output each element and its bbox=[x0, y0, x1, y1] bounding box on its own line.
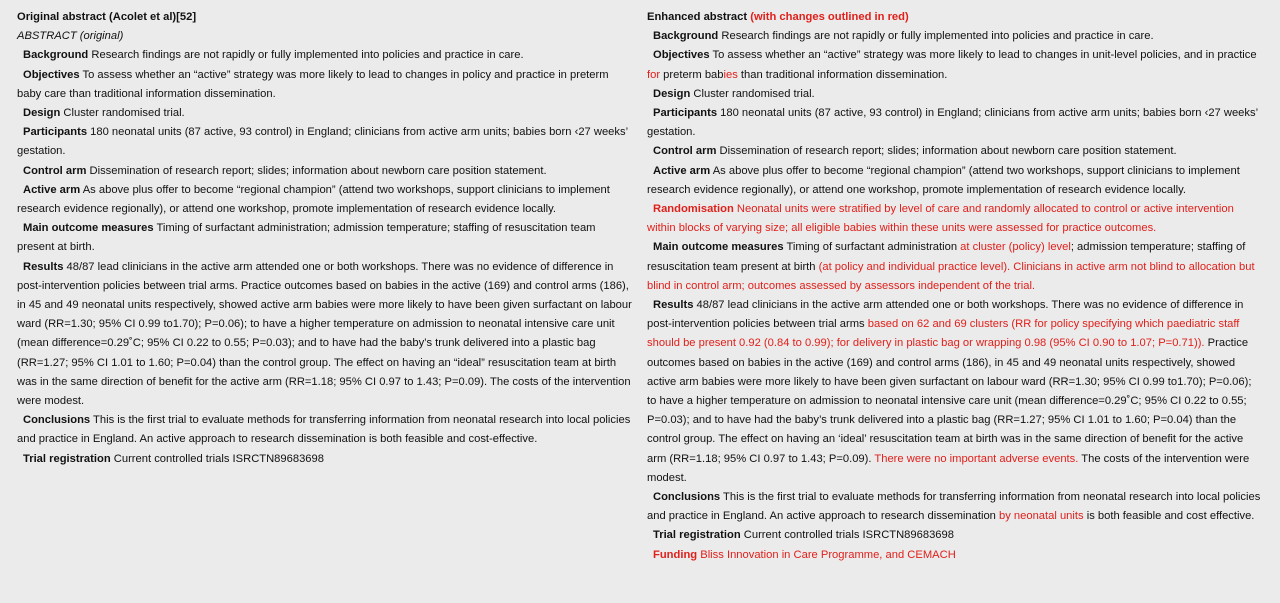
section-background bbox=[17, 46, 635, 65]
section-text: 48/87 lead clinicians in the active arm attended one or both workshops. There was no evidence of difference in post-intervention policies between trial arms. Practice outcomes based on babies in the active (169) and control arms (186), in 45 and 49 neonatal units respectively, showed active arm babies were more likely to have been given surfactant on labour ward (RR=1.30; 95% CI 0.99 to1.70); P=0.06); to have a higher temperature on admission to neonatal intensive care unit (mean difference=0.29˚C; 95% CI 0.22 to 0.55; P=0.03); and to have had the baby’s trunk delivered into a plastic bag (RR=1.27; 95% CI 1.01 to 1.60; P=0.04) than the control group. The effect on having an “ideal” resuscitation team at birth was in the same direction of benefit for the active arm (RR=1.18; 95% CI 0.97 to 1.43; P=0.09). The costs of the intervention were modest. bbox=[17, 260, 632, 408]
section-text: The costs of the intervention were modest. bbox=[647, 452, 1250, 484]
section-heading: Trial registration bbox=[23, 452, 111, 465]
section-heading: Main outcome measures bbox=[23, 222, 154, 235]
original-abstract-subtitle: ABSTRACT (original) bbox=[17, 30, 124, 43]
section-text: Current controlled trials ISRCTN89683698 bbox=[740, 529, 954, 542]
changed-text: (at policy and individual practice level). Clinicians in active arm not blind to allocation but blind in control arm; outcomes assessed by assessors independent of the trial. bbox=[647, 260, 1255, 292]
enhanced-abstract bbox=[647, 8, 1263, 565]
section-text: is both feasible and cost effective. bbox=[1083, 510, 1255, 523]
section-text: To assess whether an “active” strategy was more likely to lead to changes in unit-level policies, and in practice bbox=[709, 49, 1257, 62]
section-funding bbox=[647, 546, 1263, 565]
section-conclusions bbox=[647, 488, 1263, 526]
section-text: preterm bab bbox=[660, 68, 724, 81]
changed-text: by neonatal units bbox=[999, 510, 1084, 523]
original-abstract bbox=[17, 8, 635, 469]
changed-text: based on 62 and 69 clusters (RR for policy specifying which paediatric staff should be present 0.92 (0.84 to 0.99); for delivery in plastic bag or wrapping 0.98 (95% CI 0.90 to 1.07; P=0.71)). bbox=[647, 318, 1240, 350]
section-heading: Control arm bbox=[23, 164, 87, 177]
section-text: This is the first trial to evaluate methods for transferring information from neonatal research into local policies and practice in England. An active approach to research dissemination is both feasible and cost-effective. bbox=[17, 414, 631, 446]
section-text: Practice outcomes based on babies in the active (169) and control arms (186), in 45 and 49 neonatal units respectively, showed active arm babies were more likely to have been given surfactant on labour ward (RR=1.30; 95% CI 0.99 to1.70); P=0.06); to have a higher temperature on admission to neonatal intensive care unit (mean difference=0.29˚C; 95% CI 0.22 to 0.55; P=0.03); and to have had the baby’s trunk delivered into a plastic bag (RR=1.27; 95% CI 1.01 to 1.60; P=0.04) than the control group. The effect on having an ‘ideal’ resuscitation team at birth was in the same direction of benefit for the active arm (RR=1.18; 95% CI 0.97 to 1.43; P=0.09). bbox=[647, 337, 1252, 465]
section-heading: Funding bbox=[653, 548, 698, 561]
section-active-arm bbox=[647, 162, 1263, 200]
section-heading: Conclusions bbox=[23, 414, 91, 427]
section-active-arm bbox=[17, 181, 635, 219]
changed-text: at cluster (policy) level bbox=[960, 241, 1071, 254]
section-heading: Main outcome measures bbox=[653, 241, 784, 254]
title-text: Enhanced abstract bbox=[647, 11, 748, 23]
section-results bbox=[647, 296, 1263, 488]
section-background bbox=[647, 27, 1263, 46]
section-heading: Active arm bbox=[23, 183, 81, 196]
section-results bbox=[17, 258, 635, 412]
section-text: Cluster randomised trial. bbox=[60, 107, 185, 119]
section-text: 180 neonatal units (87 active, 93 control) in England; clinicians from active arm units; babies born ‹27 weeks’ gestation. bbox=[647, 107, 1258, 139]
section-main-outcome-measures bbox=[17, 219, 635, 257]
changed-text: for bbox=[647, 68, 661, 81]
section-text: ; admission temperature; staffing of resuscitation team present at birth bbox=[647, 241, 1246, 273]
section-text: 180 neonatal units (87 active, 93 control) in England; clinicians from active arm units; babies born ‹27 weeks’ gestation. bbox=[17, 126, 628, 158]
section-heading: Active arm bbox=[653, 164, 711, 177]
changed-text: Neonatal units were stratified by level of care and randomly allocated to control or active intervention within blocks of varying size; all eligible babies within these units were assessed for practice outcomes. bbox=[647, 203, 1234, 235]
section-text: 48/87 lead clinicians in the active arm attended one or both workshops. There was no evidence of difference in post-intervention policies between trial arms bbox=[647, 299, 1244, 331]
section-text: Dissemination of research report; slides; information about newborn care position statement. bbox=[716, 145, 1177, 158]
section-text: Current controlled trials ISRCTN89683698 bbox=[110, 452, 324, 465]
section-heading: Objectives bbox=[23, 68, 80, 81]
section-text: To assess whether an “active” strategy was more likely to lead to changes in policy and practice in preterm baby care than traditional information dissemination. bbox=[17, 68, 609, 100]
section-text: Research findings are not rapidly or fully implemented into policies and practice in care. bbox=[88, 49, 524, 62]
section-heading: Randomisation bbox=[653, 203, 734, 216]
title-red-note: (with changes outlined in red) bbox=[747, 11, 909, 23]
section-text: As above plus offer to become “regional champion” (attend two workshops, support clinicians to implement research evidence regionally), or attend one workshop, promote implementation of research evidence locally. bbox=[17, 183, 610, 216]
section-heading: Trial registration bbox=[653, 529, 741, 542]
section-randomisation bbox=[647, 200, 1263, 238]
section-heading: Background bbox=[23, 49, 89, 62]
changed-text: ies bbox=[723, 68, 738, 81]
section-text: As above plus offer to become “regional champion” (attend two workshops, support clinicians to implement research evidence regionally), or attend one workshop, promote implementation of research evidence locally. bbox=[647, 164, 1240, 196]
section-heading: Design bbox=[653, 87, 691, 100]
section-text: Timing of surfactant administration bbox=[783, 241, 961, 254]
section-trial-registration bbox=[647, 526, 1263, 545]
section-conclusions bbox=[17, 411, 635, 449]
section-text: Dissemination of research report; slides; information about newborn care position statement. bbox=[86, 164, 547, 177]
section-objectives bbox=[647, 46, 1263, 84]
section-heading: Conclusions bbox=[653, 491, 721, 504]
section-participants bbox=[647, 104, 1263, 142]
section-control-arm bbox=[17, 162, 635, 181]
section-text: Timing of surfactant administration; admission temperature; staffing of resuscitation team present at birth. bbox=[17, 222, 596, 254]
section-heading: Control arm bbox=[653, 145, 717, 158]
section-heading: Results bbox=[23, 260, 64, 273]
section-design bbox=[647, 85, 1263, 104]
section-design bbox=[17, 104, 635, 123]
section-heading: Design bbox=[23, 107, 61, 119]
section-main-outcome-measures bbox=[647, 238, 1263, 296]
section-heading: Results bbox=[653, 299, 694, 312]
section-heading: Participants bbox=[653, 107, 718, 119]
section-heading: Background bbox=[653, 30, 719, 43]
section-text: than traditional information dissemination. bbox=[737, 68, 948, 81]
section-heading: Objectives bbox=[653, 49, 710, 62]
section-text: Research findings are not rapidly or fully implemented into policies and practice in care. bbox=[718, 30, 1154, 43]
enhanced-abstract-title bbox=[647, 8, 1263, 27]
section-participants bbox=[17, 123, 635, 161]
changed-text: There were no important adverse events. bbox=[874, 452, 1079, 465]
section-text: This is the first trial to evaluate methods for transferring information from neonatal research into local policies and practice in England. An active approach to research dissemination bbox=[647, 491, 1261, 523]
section-text: Cluster randomised trial. bbox=[690, 87, 815, 100]
section-objectives bbox=[17, 66, 635, 104]
section-trial-registration bbox=[17, 450, 635, 469]
changed-text: Bliss Innovation in Care Programme, and CEMACH bbox=[697, 548, 956, 561]
section-heading: Participants bbox=[23, 126, 88, 139]
original-abstract-title: Original abstract (Acolet et al)[52] bbox=[17, 11, 197, 23]
section-control-arm bbox=[647, 142, 1263, 161]
